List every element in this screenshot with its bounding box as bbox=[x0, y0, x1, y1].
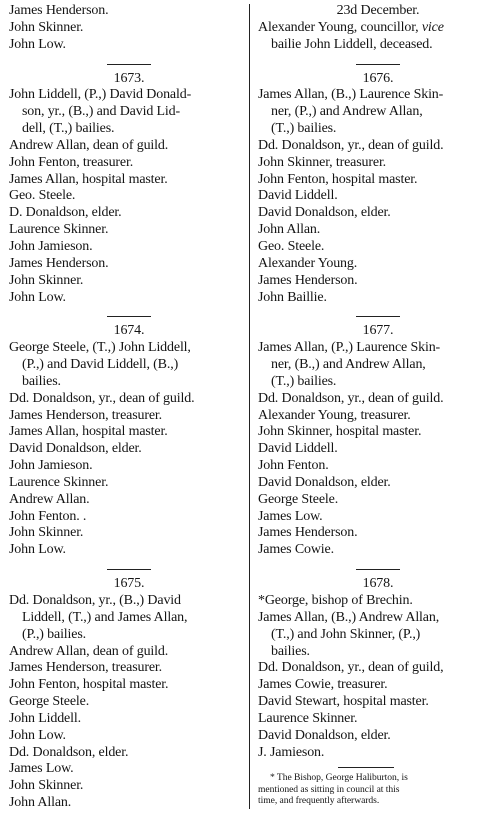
entry-line bbox=[9, 205, 249, 222]
entry-line bbox=[258, 542, 498, 559]
entry-line bbox=[9, 711, 249, 728]
entry-text: James Allan, (P.,) Laurence Skin- bbox=[258, 340, 441, 356]
entry-line bbox=[258, 458, 498, 475]
section-separator bbox=[9, 54, 249, 71]
entry-text: John Liddell, (P.,) David Donald- bbox=[9, 87, 192, 103]
entry-text: John Fenton. . bbox=[9, 508, 87, 524]
entry-line bbox=[9, 509, 249, 526]
entry-line bbox=[9, 273, 249, 290]
entry-text: *George, bishop of Brechin. bbox=[258, 593, 413, 608]
entry-text: James Cowie, treasurer. bbox=[258, 677, 388, 693]
entry-line bbox=[9, 155, 249, 172]
entry-line bbox=[9, 660, 249, 677]
entry-line bbox=[258, 711, 498, 728]
entry-line bbox=[258, 290, 498, 307]
entry-text: John Skinner, hospital master. bbox=[258, 424, 422, 440]
column-divider bbox=[249, 4, 250, 809]
entry-line bbox=[9, 424, 249, 441]
section-separator bbox=[258, 54, 498, 71]
entry-text: bailies. bbox=[22, 373, 61, 389]
entry-text: John Fenton, treasurer. bbox=[9, 154, 134, 170]
entry-text: Laurence Skinner. bbox=[9, 222, 109, 238]
entry-text: John Allan. bbox=[9, 795, 72, 811]
entry-line bbox=[9, 222, 249, 239]
section-separator bbox=[9, 559, 249, 576]
entry-text: 1678. bbox=[362, 576, 394, 592]
entry-line bbox=[9, 694, 249, 711]
entry-line bbox=[9, 239, 249, 256]
entry-line bbox=[258, 273, 498, 290]
entry-text: Dd. Donaldson, yr., dean of guild. bbox=[258, 137, 444, 153]
entry-continuation bbox=[258, 37, 498, 54]
section-heading bbox=[258, 576, 498, 593]
italic-term: vice bbox=[421, 19, 444, 35]
entry-text: J. Jamieson. bbox=[258, 744, 325, 760]
entry-text: George Steele. bbox=[258, 491, 339, 507]
entry-line bbox=[9, 778, 249, 795]
entry-line bbox=[9, 87, 249, 104]
entry-line bbox=[258, 188, 498, 205]
entry-text: James Low. bbox=[9, 761, 74, 777]
entry-line bbox=[9, 172, 249, 189]
entry-text: Geo. Steele. bbox=[9, 188, 76, 204]
entry-line bbox=[258, 593, 498, 610]
section-heading bbox=[9, 71, 249, 88]
entry-text: Geo. Steele. bbox=[258, 238, 325, 254]
entry-line bbox=[9, 458, 249, 475]
section-heading bbox=[258, 71, 498, 88]
entry-text: 1673. bbox=[113, 70, 145, 86]
entry-text: 1676. bbox=[362, 70, 394, 86]
entry-text: (T.,) bailies. bbox=[271, 373, 337, 389]
entry-text: James Henderson. bbox=[9, 255, 109, 271]
entry-line bbox=[258, 408, 498, 425]
entry-line bbox=[9, 391, 249, 408]
section-separator bbox=[258, 559, 498, 576]
entry-text: John Jamieson. bbox=[9, 238, 93, 254]
entry-line bbox=[9, 745, 249, 762]
entry-text: ner, (P.,) and Andrew Allan, bbox=[271, 104, 423, 120]
entry-text: George Steele, (T.,) John Liddell, bbox=[9, 340, 191, 356]
entry-text: John Fenton. bbox=[258, 458, 329, 474]
entry-line bbox=[258, 745, 498, 762]
entry-text: David Donaldson, elder. bbox=[258, 474, 391, 490]
entry-text: James Allan, (B.,) Andrew Allan, bbox=[258, 609, 440, 625]
section-separator bbox=[258, 306, 498, 323]
entry-continuation bbox=[258, 374, 498, 391]
entry-text: (T.,) bailies. bbox=[271, 121, 337, 137]
footnote-line: mentioned as sitting in council at this bbox=[258, 783, 400, 795]
entry-line bbox=[9, 475, 249, 492]
entry-text: bailie John Liddell, deceased. bbox=[271, 36, 433, 52]
entry-text: James Henderson. bbox=[9, 3, 109, 18]
entry-text: James Henderson. bbox=[258, 525, 358, 541]
entry-line bbox=[258, 492, 498, 509]
entry-text: John Skinner. bbox=[9, 272, 84, 288]
section-heading bbox=[258, 3, 498, 20]
entry-line bbox=[258, 677, 498, 694]
entry-text: Andrew Allan. bbox=[9, 491, 90, 507]
entry-text: James Allan, hospital master. bbox=[9, 171, 168, 187]
entry-text: John Allan. bbox=[258, 222, 321, 238]
entry-text: son, yr., (B.,) and David Lid- bbox=[22, 104, 181, 120]
entry-text: John Low. bbox=[9, 289, 66, 305]
entry-text: John Baillie. bbox=[258, 289, 327, 305]
entry-continuation bbox=[9, 627, 249, 644]
entry-line bbox=[258, 87, 498, 104]
entry-line bbox=[9, 795, 249, 812]
entry-line bbox=[258, 222, 498, 239]
entry-line bbox=[258, 660, 498, 677]
entry-line bbox=[9, 340, 249, 357]
entry-line bbox=[258, 728, 498, 745]
entry-line bbox=[258, 138, 498, 155]
entry-line bbox=[9, 728, 249, 745]
entry-line bbox=[258, 441, 498, 458]
entry-text: Alexander Young, councillor, bbox=[258, 19, 422, 35]
section-heading bbox=[258, 323, 498, 340]
entry-line bbox=[9, 37, 249, 54]
entry-line bbox=[258, 391, 498, 408]
entry-line bbox=[258, 475, 498, 492]
entry-continuation bbox=[9, 121, 249, 138]
entry-text: David Donaldson, elder. bbox=[258, 205, 391, 221]
entry-text: John Low. bbox=[9, 36, 66, 52]
entry-line bbox=[9, 542, 249, 559]
entry-text: (T.,) and John Skinner, (P.,) bbox=[271, 626, 421, 642]
entry-line bbox=[9, 593, 249, 610]
entry-continuation bbox=[258, 627, 498, 644]
entry-text: Dd. Donaldson, elder. bbox=[9, 744, 129, 760]
entry-text: John Low. bbox=[9, 727, 66, 743]
entry-text: James Low. bbox=[258, 508, 323, 524]
entry-text: Liddell, (T.,) and James Allan, bbox=[22, 609, 188, 625]
entry-line bbox=[258, 172, 498, 189]
entry-continuation bbox=[258, 357, 498, 374]
entry-continuation bbox=[9, 374, 249, 391]
entry-text: Laurence Skinner. bbox=[9, 474, 109, 490]
entry-text: Alexander Young, treasurer. bbox=[258, 407, 411, 423]
entry-continuation bbox=[258, 121, 498, 138]
entry-text: 23d December. bbox=[336, 3, 420, 18]
entry-text: Andrew Allan, dean of guild. bbox=[9, 643, 169, 659]
entry-line bbox=[258, 610, 498, 627]
entry-text: John Liddell. bbox=[9, 710, 81, 726]
entry-text: George Steele. bbox=[9, 694, 90, 710]
entry-line bbox=[9, 138, 249, 155]
entry-line bbox=[258, 424, 498, 441]
section-heading bbox=[9, 323, 249, 340]
entry-text: 1677. bbox=[362, 323, 394, 339]
entry-text: John Skinner, treasurer. bbox=[258, 154, 387, 170]
entry-text: John Low. bbox=[9, 542, 66, 558]
entry-line bbox=[258, 256, 498, 273]
entry-text: David Donaldson, elder. bbox=[9, 441, 142, 457]
entry-text: ner, (B.,) and Andrew Allan, bbox=[271, 357, 426, 373]
entry-text: James Allan, hospital master. bbox=[9, 424, 168, 440]
entry-text: David Liddell. bbox=[258, 188, 338, 204]
entry-line bbox=[9, 677, 249, 694]
entry-text: Dd. Donaldson, yr., dean of guild, bbox=[258, 660, 444, 676]
entry-text: John Fenton, hospital master. bbox=[258, 171, 418, 187]
entry-line bbox=[9, 20, 249, 37]
entry-line bbox=[9, 256, 249, 273]
entry-line bbox=[9, 290, 249, 307]
entry-text: Dd. Donaldson, yr., (B.,) David bbox=[9, 593, 181, 608]
entry-text: John Jamieson. bbox=[9, 458, 93, 474]
footnote-line: time, and frequently afterwards. bbox=[258, 795, 380, 807]
entry-line bbox=[9, 188, 249, 205]
entry-line bbox=[258, 340, 498, 357]
entry-text: John Skinner. bbox=[9, 19, 84, 35]
entry-continuation bbox=[9, 104, 249, 121]
entry-continuation bbox=[258, 104, 498, 121]
entry-continuation bbox=[258, 644, 498, 661]
entry-line bbox=[258, 20, 498, 37]
footnote bbox=[258, 767, 498, 807]
entry-text: Dd. Donaldson, yr., dean of guild. bbox=[258, 390, 444, 406]
entry-line bbox=[9, 644, 249, 661]
section-heading bbox=[9, 576, 249, 593]
left-column bbox=[9, 3, 249, 812]
entry-line bbox=[9, 408, 249, 425]
entry-text: (P.,) and David Liddell, (B.,) bbox=[22, 357, 179, 373]
entry-text: David Donaldson, elder. bbox=[258, 727, 391, 743]
entry-line bbox=[9, 3, 249, 20]
entry-text: Laurence Skinner. bbox=[258, 710, 358, 726]
entry-text: James Henderson, treasurer. bbox=[9, 407, 163, 423]
entry-text: D. Donaldson, elder. bbox=[9, 205, 122, 221]
entry-text: dell, (T.,) bailies. bbox=[22, 121, 115, 137]
entry-continuation bbox=[9, 357, 249, 374]
entry-line bbox=[9, 441, 249, 458]
right-column bbox=[258, 3, 498, 807]
entry-line bbox=[9, 761, 249, 778]
entry-text: 1675. bbox=[113, 576, 145, 592]
entry-text: Dd. Donaldson, yr., dean of guild. bbox=[9, 390, 195, 406]
entry-text: James Cowie. bbox=[258, 542, 334, 558]
entry-line bbox=[258, 694, 498, 711]
section-separator bbox=[9, 306, 249, 323]
entry-line bbox=[258, 205, 498, 222]
footnote-line: * The Bishop, George Haliburton, is bbox=[270, 772, 408, 784]
entry-text: 1674. bbox=[113, 323, 145, 339]
entry-text: bailies. bbox=[271, 643, 310, 659]
entry-text: Alexander Young. bbox=[258, 255, 358, 271]
entry-continuation bbox=[9, 610, 249, 627]
entry-text: James Allan, (B.,) Laurence Skin- bbox=[258, 87, 444, 103]
entry-text: (P.,) bailies. bbox=[22, 626, 87, 642]
entry-text: David Liddell. bbox=[258, 441, 338, 457]
entry-line bbox=[9, 492, 249, 509]
entry-line bbox=[258, 155, 498, 172]
entry-line bbox=[258, 525, 498, 542]
entry-text: John Fenton, hospital master. bbox=[9, 677, 169, 693]
entry-text: David Stewart, hospital master. bbox=[258, 694, 429, 710]
entry-text: James Henderson, treasurer. bbox=[9, 660, 163, 676]
entry-text: John Skinner. bbox=[9, 778, 84, 794]
entry-line bbox=[9, 525, 249, 542]
entry-line bbox=[258, 509, 498, 526]
entry-text: Andrew Allan, dean of guild. bbox=[9, 137, 169, 153]
entry-text: James Henderson. bbox=[258, 272, 358, 288]
entry-line bbox=[258, 239, 498, 256]
entry-text: John Skinner. bbox=[9, 525, 84, 541]
